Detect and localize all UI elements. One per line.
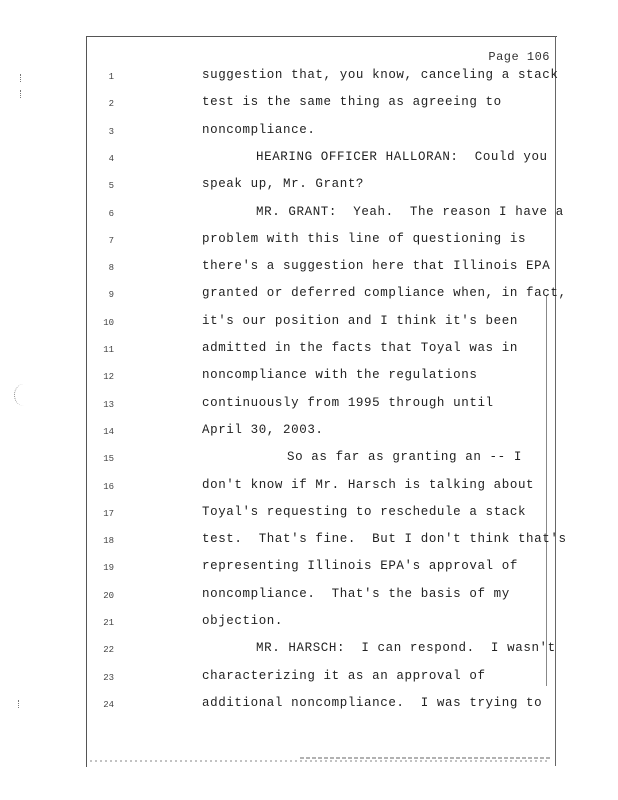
line-text: noncompliance. That's the basis of my bbox=[202, 586, 510, 601]
line-text: So as far as granting an -- I bbox=[287, 450, 522, 465]
transcript-line bbox=[0, 421, 618, 448]
transcript-line bbox=[0, 530, 618, 557]
line-number: 9 bbox=[108, 290, 114, 301]
line-text: noncompliance with the regulations bbox=[202, 368, 478, 383]
hole-punch-mark bbox=[14, 384, 33, 406]
line-text: don't know if Mr. Harsch is talking about bbox=[202, 477, 535, 492]
line-number: 20 bbox=[103, 590, 114, 601]
line-number: 22 bbox=[103, 645, 114, 656]
line-text: HEARING OFFICER HALLORAN: Could you bbox=[256, 149, 548, 164]
line-text: MR. HARSCH: I can respond. I wasn't bbox=[256, 641, 556, 656]
line-number: 16 bbox=[103, 481, 114, 492]
line-number: 1 bbox=[108, 72, 114, 82]
transcript-line bbox=[0, 230, 618, 257]
line-number: 7 bbox=[108, 235, 114, 246]
line-text: MR. GRANT: Yeah. The reason I have a bbox=[256, 204, 564, 219]
line-number: 23 bbox=[103, 672, 114, 683]
line-text: representing Illinois EPA's approval of bbox=[202, 559, 518, 574]
line-text: speak up, Mr. Grant? bbox=[202, 177, 365, 192]
transcript-line bbox=[0, 639, 618, 666]
line-number: 6 bbox=[108, 208, 114, 219]
line-number: 18 bbox=[103, 536, 114, 547]
line-text: test. That's fine. But I don't think that's bbox=[202, 532, 567, 547]
line-text: granted or deferred compliance when, in fact, bbox=[202, 286, 567, 301]
line-number: 2 bbox=[108, 99, 114, 110]
transcript-line bbox=[0, 503, 618, 530]
line-text: admitted in the facts that Toyal was in bbox=[202, 341, 518, 355]
line-number: 3 bbox=[108, 126, 114, 137]
line-number: 12 bbox=[103, 372, 114, 383]
footer-rule bbox=[90, 760, 550, 762]
line-number: 5 bbox=[108, 181, 114, 192]
line-text: there's a suggestion here that Illinois EPA bbox=[202, 259, 551, 274]
line-text: characterizing it as an approval of bbox=[202, 668, 486, 683]
line-text: objection. bbox=[202, 614, 284, 628]
scan-artifact bbox=[20, 90, 24, 98]
transcript-line bbox=[0, 175, 618, 202]
transcript-line bbox=[0, 366, 618, 393]
transcript-line bbox=[0, 121, 618, 148]
line-text: continuously from 1995 through until bbox=[202, 395, 494, 410]
line-number: 15 bbox=[103, 454, 114, 465]
line-text: problem with this line of questioning is bbox=[202, 231, 527, 246]
page-number: Page 106 bbox=[488, 50, 550, 64]
line-text: Toyal's requesting to reschedule a stack bbox=[202, 504, 527, 519]
transcript-line bbox=[0, 476, 618, 503]
line-number: 8 bbox=[108, 263, 114, 274]
line-number: 17 bbox=[103, 508, 114, 519]
footer-rule bbox=[300, 757, 550, 759]
transcript-line bbox=[0, 312, 618, 339]
line-number: 21 bbox=[103, 618, 114, 628]
transcript-line bbox=[0, 394, 618, 421]
line-text: April 30, 2003. bbox=[202, 422, 324, 437]
line-number: 19 bbox=[103, 563, 114, 574]
line-number: 24 bbox=[103, 699, 114, 710]
line-text: additional noncompliance. I was trying to bbox=[202, 695, 543, 710]
transcript-line bbox=[0, 93, 618, 120]
transcript-line bbox=[0, 694, 618, 721]
transcript-line bbox=[0, 557, 618, 584]
transcript-line bbox=[0, 66, 618, 93]
transcript-line bbox=[0, 448, 618, 475]
line-number: 4 bbox=[108, 153, 114, 164]
transcript-line bbox=[0, 585, 618, 612]
line-number: 10 bbox=[103, 317, 114, 328]
transcript-line bbox=[0, 667, 618, 694]
line-number: 14 bbox=[103, 426, 114, 437]
scan-artifact bbox=[18, 700, 22, 708]
transcript-line bbox=[0, 257, 618, 284]
line-text: suggestion that, you know, canceling a stack bbox=[202, 68, 559, 82]
line-text: test is the same thing as agreeing to bbox=[202, 95, 502, 110]
line-text: noncompliance. bbox=[202, 122, 316, 137]
transcript-line bbox=[0, 203, 618, 230]
transcript-line bbox=[0, 612, 618, 639]
line-number: 11 bbox=[103, 345, 114, 355]
transcript-line bbox=[0, 284, 618, 311]
transcript-line bbox=[0, 339, 618, 366]
line-text: it's our position and I think it's been bbox=[202, 313, 518, 328]
line-number: 13 bbox=[103, 399, 114, 410]
scan-artifact bbox=[20, 74, 24, 82]
transcript-line bbox=[0, 148, 618, 175]
